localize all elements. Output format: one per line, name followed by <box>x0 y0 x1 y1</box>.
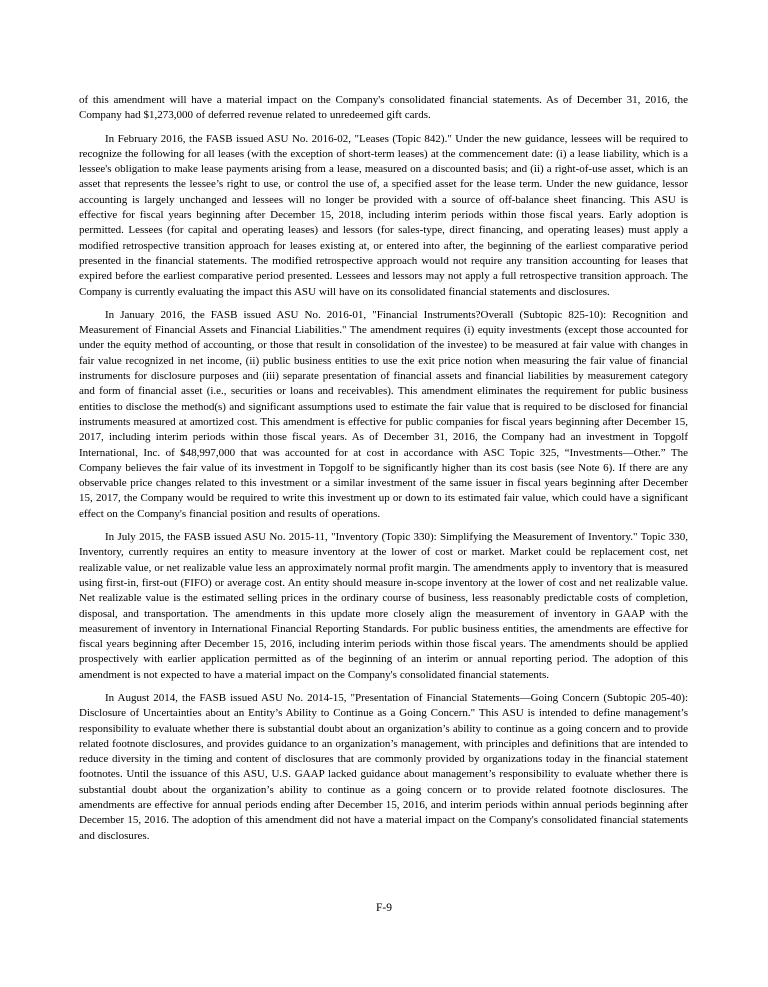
paragraph-asu-2016-01-financial-instruments: In January 2016, the FASB issued ASU No. 2016-01, "Financial Instruments?Overall (Subtopic 825-10): Recognition and Measurement of Financial Assets and Financial Liabilities." The amendment requires (i) equity investments (except those accounted for under the equity method of accounting, or those that result in consolidation of the investee) to be measured at fair value with changes in fair value recognized in net income, (ii) public business entities to use the exit price notion when measuring the fair value of financial instruments for disclosure purposes and (iii) separate presentation of financial assets and financial liabilities by measurement category and form of financial asset (i.e., securities or loans and receivables). This amendment eliminates the requirement for public business entities to disclose the method(s) and significant assumptions used to estimate the fair value that is required to be disclosed for financial instruments measured at amortized cost. This amendment is effective for public companies for fiscal years beginning after December 15, 2017, including interim periods within those fiscal years. As of December 31, 2016, the Company had an investment in Topgolf International, Inc. of $48,997,000 that was accounted for at cost in accordance with ASC Topic 325, “Investments—Other.” The Company believes the fair value of its investment in Topgolf to be significantly higher than its cost basis (see Note 6). If there are any observable price changes related to this investment or a similar investment of the same issuer in fiscal years beginning after December 15, 2017, the Company would be required to write this investment up or down to its estimated fair value, which could have a significant effect on the Company's financial position and results of operations. <box>79 308 688 520</box>
page-number: F-9 <box>376 902 392 914</box>
paragraph-gift-cards-continuation: of this amendment will have a material impact on the Company's consolidated financial statements. As of December 31, 2016, the Company had $1,273,000 of deferred revenue related to unredeemed gift cards. <box>79 94 688 122</box>
paragraph-asu-2015-11-inventory: In July 2015, the FASB issued ASU No. 2015-11, "Inventory (Topic 330): Simplifying the Measurement of Inventory." Topic 330, Inventory, currently requires an entity to measure inventory at the lower of cost or market. Market could be replacement cost, net realizable value, or net realizable value less an approximately normal profit margin. The amendments apply to inventory that is measured using first-in, first-out (FIFO) or average cost. An entity should measure in-scope inventory at the lower of cost and net realizable value. Net realizable value is the estimated selling prices in the ordinary course of business, less reasonably predictable costs of completion, disposal, and transportation. The amendments in this update more closely align the measurement of inventory in GAAP with the measurement of inventory in International Financial Reporting Standards. For public business entities, the amendments are effective for fiscal years beginning after December 15, 2016, including interim periods within those fiscal years. The amendments should be applied prospectively with earlier application permitted as of the beginning of an interim or annual reporting period. The adoption of this amendment is not expected to have a material impact on the Company's consolidated financial statements. <box>79 531 688 681</box>
paragraph-asu-2014-15-going-concern: In August 2014, the FASB issued ASU No. 2014-15, "Presentation of Financial Statements—Going Concern (Subtopic 205-40): Disclosure of Uncertainties about an Entity’s Ability to Continue as a Going Concern." This ASU is intended to define management’s responsibility to evaluate whether there is substantial doubt about an organization’s ability to continue as a going concern and to provide related footnote disclosures, and provides guidance to an organization’s management, with principles and definitions that are intended to reduce diversity in the timing and content of disclosures that are commonly provided by organizations today in the financial statement footnotes. Until the issuance of this ASU, U.S. GAAP lacked guidance about management’s responsibility to evaluate whether there is substantial doubt about the organization’s ability to continue as a going concern or to provide related footnote disclosures. The amendments are effective for annual periods ending after December 15, 2016, and interim periods within annual periods beginning after December 15, 2016. The adoption of this amendment did not have a material impact on the Company's consolidated financial statements and disclosures. <box>79 691 688 842</box>
page-body <box>79 93 688 852</box>
paragraph-asu-2016-02-leases: In February 2016, the FASB issued ASU No. 2016-02, "Leases (Topic 842)." Under the new guidance, lessees will be required to recognize the following for all leases (with the exception of short-term leases) at the commencement date: (i) a lease liability, which is a lessee's obligation to make lease payments arising from a lease, measured on a discounted basis; and (ii) a right-of-use asset, which is an asset that represents the lessee’s right to use, or control the use of, a specified asset for the lease term. Under the new guidance, lessor accounting is largely unchanged and lessees will no longer be provided with a source of off-balance sheet financing. This ASU is effective for fiscal years beginning after December 15, 2018, including interim periods within those fiscal years. Early adoption is permitted. Lessees (for capital and operating leases) and lessors (for sales-type, direct financing, and operating leases) must apply a modified retrospective transition approach for leases existing at, or entered into after, the beginning of the earliest comparative period presented in the financial statements. The modified retrospective approach would not require any transition accounting for leases that expired before the earliest comparative period presented. Lessees and lessors may not apply a full retrospective transition approach. The Company is currently evaluating the impact this ASU will have on its consolidated financial statements and disclosures. <box>79 132 688 298</box>
